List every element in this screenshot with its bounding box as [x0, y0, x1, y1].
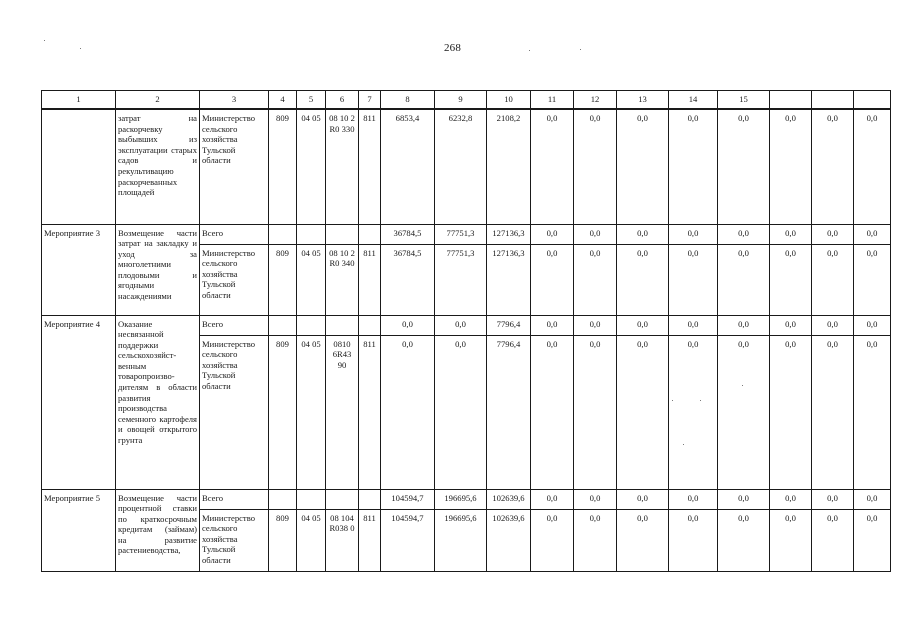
amount-cell: 127136,3 [487, 224, 531, 244]
column-number: 9 [435, 91, 487, 110]
amount-cell: 102639,6 [487, 509, 531, 571]
column-number: 15 [718, 91, 770, 110]
amount-cell: 0,0 [854, 489, 891, 509]
amount-cell: 0,0 [531, 244, 574, 315]
amount-cell: 0,0 [574, 224, 617, 244]
table-row [42, 315, 891, 335]
measure-description: Возмещение части затрат на закладку и уход за многолетними плодовыми и ягодными насаждениями [116, 224, 200, 315]
amount-cell: 0,0 [617, 335, 669, 489]
table-row [42, 489, 891, 509]
page-number: 268 [443, 42, 462, 54]
empty-cell [269, 489, 297, 509]
empty-cell [297, 489, 326, 509]
total-label: Всего [200, 489, 269, 509]
amount-cell: 0,0 [531, 509, 574, 571]
amount-cell: 0,0 [574, 244, 617, 315]
amount-cell: 0,0 [435, 335, 487, 489]
amount-cell: 7796,4 [487, 315, 531, 335]
amount-cell: 196695,6 [435, 489, 487, 509]
column-number: 13 [617, 91, 669, 110]
amount-cell: 0,0 [574, 489, 617, 509]
column-number: 8 [381, 91, 435, 110]
amount-cell: 0,0 [617, 109, 669, 224]
column-number [770, 91, 812, 110]
amount-cell: 0,0 [854, 509, 891, 571]
table-row [42, 224, 891, 244]
empty-cell [359, 224, 381, 244]
column-number: 14 [669, 91, 718, 110]
amount-cell: 0,0 [531, 489, 574, 509]
empty-cell [326, 315, 359, 335]
amount-cell: 0,0 [718, 489, 770, 509]
scan-speck [80, 48, 81, 49]
empty-cell [269, 224, 297, 244]
amount-cell: 0,0 [381, 335, 435, 489]
amount-cell: 0,0 [854, 224, 891, 244]
amount-cell: 0,0 [574, 315, 617, 335]
amount-cell: 0,0 [812, 224, 854, 244]
executor-cell: Министерство сельского хозяйства Тульской области [200, 335, 269, 489]
measure-description: затрат на раскорчевку выбывших из эксплуатации старых садов и рекультивацию раскорчеванных площадей [116, 109, 200, 224]
executor-cell: Министерство сельского хозяйства Тульской области [200, 244, 269, 315]
amount-cell: 0,0 [812, 489, 854, 509]
amount-cell: 0,0 [770, 244, 812, 315]
amount-cell: 0,0 [574, 335, 617, 489]
grbs-code: 809 [269, 244, 297, 315]
amount-cell: 0,0 [770, 509, 812, 571]
total-label: Всего [200, 315, 269, 335]
amount-cell: 0,0 [617, 509, 669, 571]
amount-cell: 0,0 [770, 315, 812, 335]
grbs-code: 809 [269, 109, 297, 224]
empty-cell [297, 224, 326, 244]
amount-cell: 0,0 [812, 109, 854, 224]
column-number: 4 [269, 91, 297, 110]
measure-name: Мероприятие 5 [42, 489, 116, 571]
amount-cell: 2108,2 [487, 109, 531, 224]
empty-cell [326, 489, 359, 509]
amount-cell: 0,0 [669, 244, 718, 315]
amount-cell: 0,0 [617, 224, 669, 244]
grbs-code: 809 [269, 335, 297, 489]
amount-cell: 0,0 [718, 244, 770, 315]
column-number: 2 [116, 91, 200, 110]
amount-cell: 0,0 [617, 244, 669, 315]
amount-cell: 0,0 [617, 489, 669, 509]
amount-cell: 0,0 [531, 224, 574, 244]
rzpr-code: 04 05 [297, 244, 326, 315]
amount-cell: 0,0 [854, 315, 891, 335]
amount-cell: 102639,6 [487, 489, 531, 509]
table-row [42, 109, 891, 224]
measure-name: Мероприятие 3 [42, 224, 116, 315]
amount-cell: 0,0 [381, 315, 435, 335]
amount-cell: 104594,7 [381, 489, 435, 509]
vr-code: 811 [359, 109, 381, 224]
column-number [812, 91, 854, 110]
amount-cell: 0,0 [531, 109, 574, 224]
amount-cell: 0,0 [574, 109, 617, 224]
amount-cell: 77751,3 [435, 224, 487, 244]
column-number [854, 91, 891, 110]
amount-cell: 0,0 [854, 109, 891, 224]
rzpr-code: 04 05 [297, 109, 326, 224]
amount-cell: 0,0 [435, 315, 487, 335]
amount-cell: 0,0 [669, 315, 718, 335]
amount-cell: 0,0 [718, 224, 770, 244]
measure-name-cell [42, 109, 116, 224]
amount-cell: 6853,4 [381, 109, 435, 224]
amount-cell: 0,0 [718, 109, 770, 224]
amount-cell: 0,0 [718, 509, 770, 571]
executor-cell: Министерство сельского хозяйства Тульской области [200, 109, 269, 224]
amount-cell: 196695,6 [435, 509, 487, 571]
amount-cell: 0,0 [669, 109, 718, 224]
column-number: 7 [359, 91, 381, 110]
budget-table [41, 90, 891, 572]
csr-code: 08 104 R038 0 [326, 509, 359, 571]
column-number: 5 [297, 91, 326, 110]
amount-cell: 127136,3 [487, 244, 531, 315]
amount-cell: 7796,4 [487, 335, 531, 489]
empty-cell [359, 489, 381, 509]
total-label: Всего [200, 224, 269, 244]
amount-cell: 0,0 [617, 315, 669, 335]
rzpr-code: 04 05 [297, 509, 326, 571]
amount-cell: 0,0 [770, 224, 812, 244]
amount-cell: 0,0 [669, 509, 718, 571]
executor-cell: Министерство сельского хозяйства Тульской области [200, 509, 269, 571]
amount-cell: 0,0 [812, 244, 854, 315]
csr-code: 08 10 2 R0 330 [326, 109, 359, 224]
csr-code: 0810 6R43 90 [326, 335, 359, 489]
column-number-row [42, 91, 891, 110]
amount-cell: 0,0 [718, 315, 770, 335]
measure-description: Оказание несвязанной поддержки сельскохозяйст-венным товаропроизво-дителям в области развития производства семенного картофеля и овощей открытого грунта [116, 315, 200, 489]
measure-description: Возмещение части процентной ставки по краткосрочным кредитам (займам) на развитие растениеводства, [116, 489, 200, 571]
amount-cell: 0,0 [669, 489, 718, 509]
column-number: 11 [531, 91, 574, 110]
amount-cell: 0,0 [770, 335, 812, 489]
amount-cell: 0,0 [854, 335, 891, 489]
amount-cell: 0,0 [770, 489, 812, 509]
empty-cell [297, 315, 326, 335]
scan-speck [529, 50, 530, 51]
amount-cell: 6232,8 [435, 109, 487, 224]
vr-code: 811 [359, 335, 381, 489]
amount-cell: 0,0 [669, 224, 718, 244]
amount-cell: 0,0 [854, 244, 891, 315]
scan-speck [44, 40, 45, 41]
rzpr-code: 04 05 [297, 335, 326, 489]
amount-cell: 36784,5 [381, 224, 435, 244]
empty-cell [269, 315, 297, 335]
column-number: 1 [42, 91, 116, 110]
amount-cell: 0,0 [812, 509, 854, 571]
amount-cell: 0,0 [574, 509, 617, 571]
amount-cell: 0,0 [812, 335, 854, 489]
empty-cell [326, 224, 359, 244]
amount-cell: 0,0 [531, 315, 574, 335]
amount-cell: 104594,7 [381, 509, 435, 571]
amount-cell: 0,0 [718, 335, 770, 489]
column-number: 3 [200, 91, 269, 110]
empty-cell [359, 315, 381, 335]
vr-code: 811 [359, 509, 381, 571]
amount-cell: 0,0 [770, 109, 812, 224]
amount-cell: 0,0 [669, 335, 718, 489]
csr-code: 08 10 2 R0 340 [326, 244, 359, 315]
amount-cell: 77751,3 [435, 244, 487, 315]
amount-cell: 0,0 [531, 335, 574, 489]
column-number: 6 [326, 91, 359, 110]
amount-cell: 36784,5 [381, 244, 435, 315]
scan-speck [580, 49, 581, 50]
column-number: 12 [574, 91, 617, 110]
measure-name: Мероприятие 4 [42, 315, 116, 489]
vr-code: 811 [359, 244, 381, 315]
column-number: 10 [487, 91, 531, 110]
grbs-code: 809 [269, 509, 297, 571]
amount-cell: 0,0 [812, 315, 854, 335]
